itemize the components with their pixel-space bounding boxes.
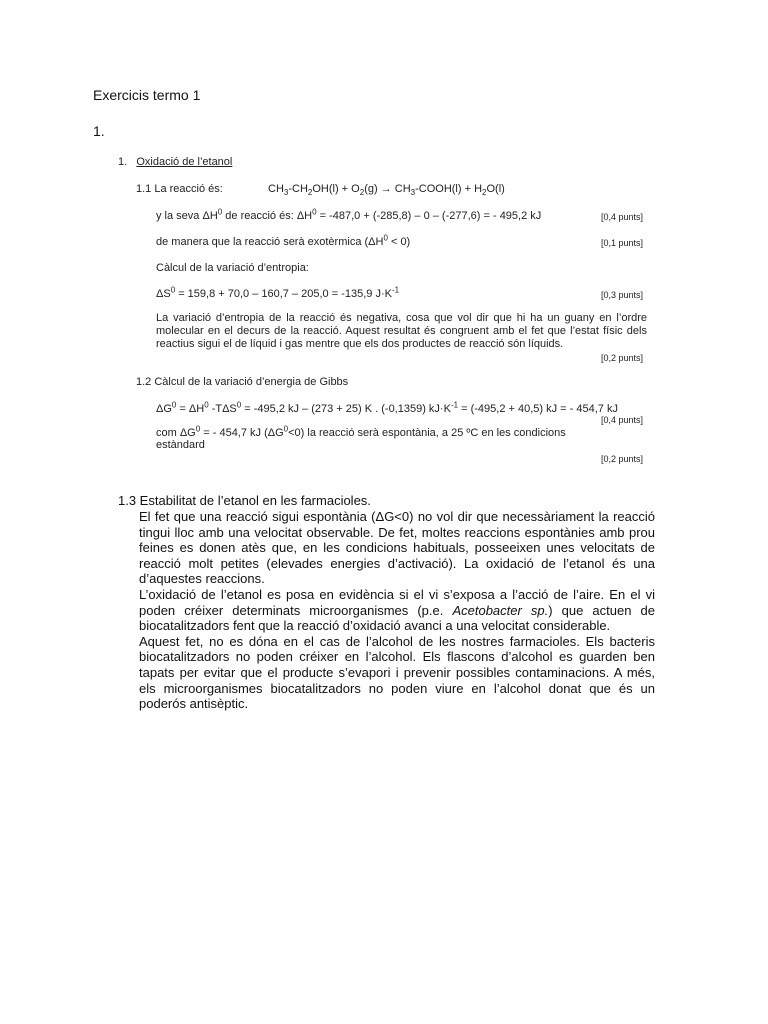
exothermic-line: de manera que la reacció serà exotèrmica $(\Delta H^0 < 0)$ bbox=[156, 233, 411, 248]
entropy-paragraph: La variació d’entropia de la reacció és negativa, cosa que vol dir que hi ha un guany en l’ordre molecular en el decurs de la reacció. Aquest resultat és congruent amb el fet que l’estat físic dels reactius sigui el de líquid i gas mentre que els dos productes de reacció són líquids. bbox=[156, 312, 647, 350]
section-1-3-heading: 1.3 Estabilitat de l’etanol en les farmacioles. bbox=[118, 493, 371, 508]
entropy-label: Càlcul de la variació d’entropia: bbox=[156, 262, 309, 274]
entropy-points: [0,3 punts] bbox=[601, 290, 644, 300]
gibbs-conclusion-points: [0,2 punts] bbox=[601, 454, 644, 464]
entropy-line: $\Delta S^0 = 159,8 + 70,0 - 160,7 - 205,0 = -135,9$ $J\cdot K^{-1}$ bbox=[156, 285, 400, 300]
paragraph-spontaneity: El fet que una reacció sigui espontània (ΔG<0) no vol dir que necessàriament la reacció tingui lloc amb una velocitat observable. De fet, moltes reaccions espontànies amb prou feines es donen atès que, en les condicions habituals, posseeixen unes velocitats de reacció molt petites (elevades energies d’activació). La oxidació de l’etanol és una d’aquestes reaccions. bbox=[139, 509, 655, 587]
gibbs-conclusion: com $\Delta G^0$ = - 454,7 kJ $(\Delta G^0<0)$ la reacció serà espontània, a 25 ºC en les condicions bbox=[156, 424, 566, 439]
item-number: 1. bbox=[93, 123, 105, 139]
scan-heading-number: 1. bbox=[118, 156, 128, 168]
enthalpy-line: y la seva $\Delta H^0$ de reacció és: $\Delta H^0 = -487,0 + (-285,8) - 0 - (-277,6)$ = - 495,2 kJ bbox=[156, 207, 542, 222]
gibbs-points: [0,4 punts] bbox=[601, 415, 644, 425]
s11-label: 1.1 La reacció és: bbox=[136, 183, 223, 195]
paragraph-pharmacy-alcohol: Aquest fet, no es dóna en el cas de l’alcohol de les nostres farmacioles. Els bacteris biocatalitzadors no poden créixer en l’alcohol. Els flascons d’alcohol es guarden ben tapats per evitar que el producte s’evapori i prevenir possibles contaminacions. A més, els microorganismes biocatalitzadors no poden viure en l’alcohol donat que és un poderós antisèptic. bbox=[139, 633, 655, 712]
bacteria-name: Acetobacter sp. bbox=[452, 602, 549, 618]
s12-label: 1.2 Càlcul de la variació d’energia de Gibbs bbox=[136, 376, 349, 388]
reaction-equation: $CH_3-CH_2OH(l) + O_2(g)$ → $CH_3-COOH(l) + H_2O(l)$ bbox=[268, 183, 505, 198]
scan-heading-text: Oxidació de l’etanol bbox=[136, 156, 233, 168]
scan-heading bbox=[118, 156, 232, 168]
enthalpy-points: [0,4 punts] bbox=[601, 212, 644, 222]
paragraph-wine-oxidation: L’oxidació de l’etanol es posa en evidència si el vi s’exposa a l’acció de l’aire. En el vi poden créixer determinats microorganismes (p.e. Acetobacter sp.) que actuen de biocatalitzadors fent que la reacció d’oxidació avanci a una velocitat considerable. bbox=[139, 586, 655, 634]
entropy-paragraph-points: [0,2 punts] bbox=[601, 353, 644, 363]
gibbs-conclusion-line3: estàndard bbox=[156, 439, 205, 451]
section-1-3-body bbox=[139, 509, 655, 712]
document-title: Exercicis termo 1 bbox=[93, 87, 201, 103]
gibbs-equation: $\Delta G^0 = \Delta H^0$ $-T\Delta S^0 = -495,2$ kJ – (273 + 25) K . (-0,1359) $kJ\cdot K^{-1} = (-495,2 + 40,5)$ kJ = - 454,7 kJ bbox=[156, 400, 618, 415]
exothermic-points: [0,1 punts] bbox=[601, 238, 644, 248]
